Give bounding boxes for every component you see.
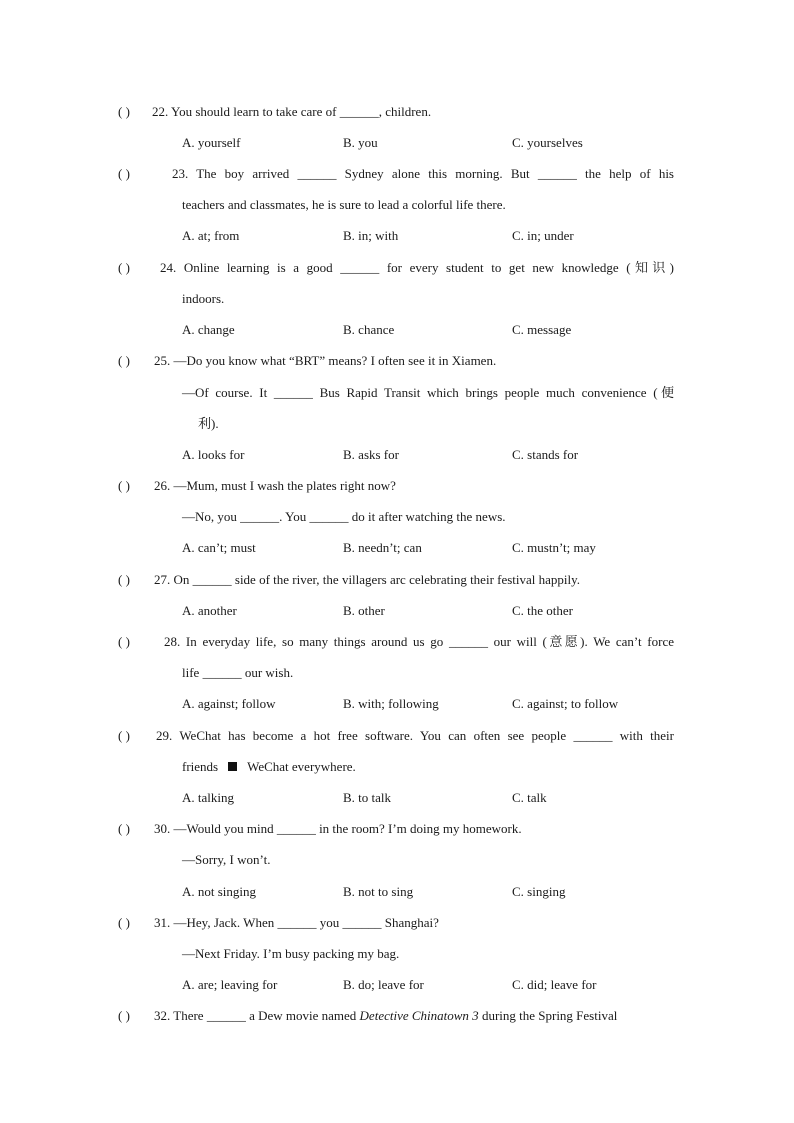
question-text-cont: —Sorry, I won’t. bbox=[182, 852, 271, 867]
question-text bbox=[154, 1008, 617, 1024]
option-a: A. looks for bbox=[182, 447, 245, 462]
question-29-cont bbox=[182, 759, 356, 775]
question-text-cont: —Of course. It ______ Bus Rapid Transit which brings people much convenience (便 bbox=[182, 385, 674, 400]
question-text-cont: 利). bbox=[198, 416, 219, 431]
option-b: B. in; with bbox=[343, 228, 399, 243]
question-text: 27. On ______ side of the river, the villagers arc celebrating their festival happily. bbox=[154, 572, 581, 587]
option-a: A. at; from bbox=[182, 228, 240, 243]
answer-bracket: ( ) bbox=[118, 478, 130, 493]
option-b: B. chance bbox=[343, 322, 395, 337]
question-text-pre: 32. There ______ a Dew movie named bbox=[154, 1008, 360, 1023]
option-b: B. with; following bbox=[343, 696, 439, 711]
option-c: C. message bbox=[512, 322, 572, 337]
question-text-cont-2: WeChat everywhere. bbox=[247, 759, 356, 774]
answer-bracket: ( ) bbox=[118, 728, 130, 743]
option-a: A. can’t; must bbox=[182, 540, 256, 555]
answer-bracket: ( ) bbox=[118, 1008, 130, 1023]
option-b: B. do; leave for bbox=[343, 977, 424, 992]
option-a: A. yourself bbox=[182, 135, 241, 150]
black-square-mark bbox=[228, 762, 237, 771]
option-c: C. singing bbox=[512, 884, 566, 899]
question-text-cont: teachers and classmates, he is sure to lead a colorful life there. bbox=[182, 197, 506, 212]
question-31-cont bbox=[182, 946, 399, 962]
question-text: 22. You should learn to take care of ______, children. bbox=[152, 104, 432, 119]
option-b: B. you bbox=[343, 135, 378, 150]
question-text: 26. —Mum, must I wash the plates right now? bbox=[154, 478, 396, 493]
question-25-cont2 bbox=[198, 416, 219, 432]
movie-title: Detective Chinatown 3 bbox=[359, 1008, 479, 1023]
answer-bracket: ( ) bbox=[118, 104, 130, 119]
question-text: 31. —Hey, Jack. When ______ you ______ Shanghai? bbox=[154, 915, 439, 930]
question-text: 23. The boy arrived ______ Sydney alone this morning. But ______ the help of his bbox=[172, 166, 674, 181]
question-text: 29. WeChat has become a hot free software. You can often see people ______ with their bbox=[156, 728, 674, 743]
option-c: C. yourselves bbox=[512, 135, 583, 150]
question-28-cont bbox=[182, 665, 293, 681]
question-text: 28. In everyday life, so many things around us go ______ our will (意愿). We can’t force bbox=[164, 634, 674, 649]
option-b: B. needn’t; can bbox=[343, 540, 422, 555]
question-26-cont bbox=[182, 509, 506, 525]
option-c: C. mustn’t; may bbox=[512, 540, 596, 555]
question-text-cont: indoors. bbox=[182, 291, 225, 306]
option-c: C. stands for bbox=[512, 447, 579, 462]
option-c: C. against; to follow bbox=[512, 696, 619, 711]
question-24-cont bbox=[182, 291, 224, 307]
answer-bracket: ( ) bbox=[118, 915, 130, 930]
answer-bracket: ( ) bbox=[118, 260, 130, 275]
answer-bracket: ( ) bbox=[118, 821, 130, 836]
question-text-cont: friends bbox=[182, 759, 219, 774]
option-b: B. to talk bbox=[343, 790, 392, 805]
option-a: A. change bbox=[182, 322, 235, 337]
question-text-cont: —No, you ______. You ______ do it after watching the news. bbox=[182, 509, 506, 524]
option-a: A. against; follow bbox=[182, 696, 276, 711]
question-30-cont bbox=[182, 852, 270, 868]
question-text: 24. Online learning is a good ______ for every student to get new knowledge (知识) bbox=[160, 260, 674, 275]
answer-bracket: ( ) bbox=[118, 572, 130, 587]
option-a: A. another bbox=[182, 603, 237, 618]
option-a: A. talking bbox=[182, 790, 234, 805]
option-c: C. talk bbox=[512, 790, 547, 805]
question-23-cont bbox=[182, 197, 506, 213]
option-c: C. in; under bbox=[512, 228, 574, 243]
answer-bracket: ( ) bbox=[118, 353, 130, 368]
option-b: B. asks for bbox=[343, 447, 399, 462]
option-c: C. did; leave for bbox=[512, 977, 597, 992]
answer-bracket: ( ) bbox=[118, 634, 130, 649]
option-a: A. not singing bbox=[182, 884, 257, 899]
question-text-post: during the Spring Festival bbox=[478, 1008, 618, 1023]
option-b: B. other bbox=[343, 603, 385, 618]
question-text-cont: life ______ our wish. bbox=[182, 665, 294, 680]
answer-bracket: ( ) bbox=[118, 166, 130, 181]
question-text: 30. —Would you mind ______ in the room? I’m doing my homework. bbox=[154, 821, 522, 836]
option-a: A. are; leaving for bbox=[182, 977, 278, 992]
question-text: 25. —Do you know what “BRT” means? I often see it in Xiamen. bbox=[154, 353, 497, 368]
question-text-cont: —Next Friday. I’m busy packing my bag. bbox=[182, 946, 400, 961]
option-c: C. the other bbox=[512, 603, 574, 618]
option-b: B. not to sing bbox=[343, 884, 414, 899]
